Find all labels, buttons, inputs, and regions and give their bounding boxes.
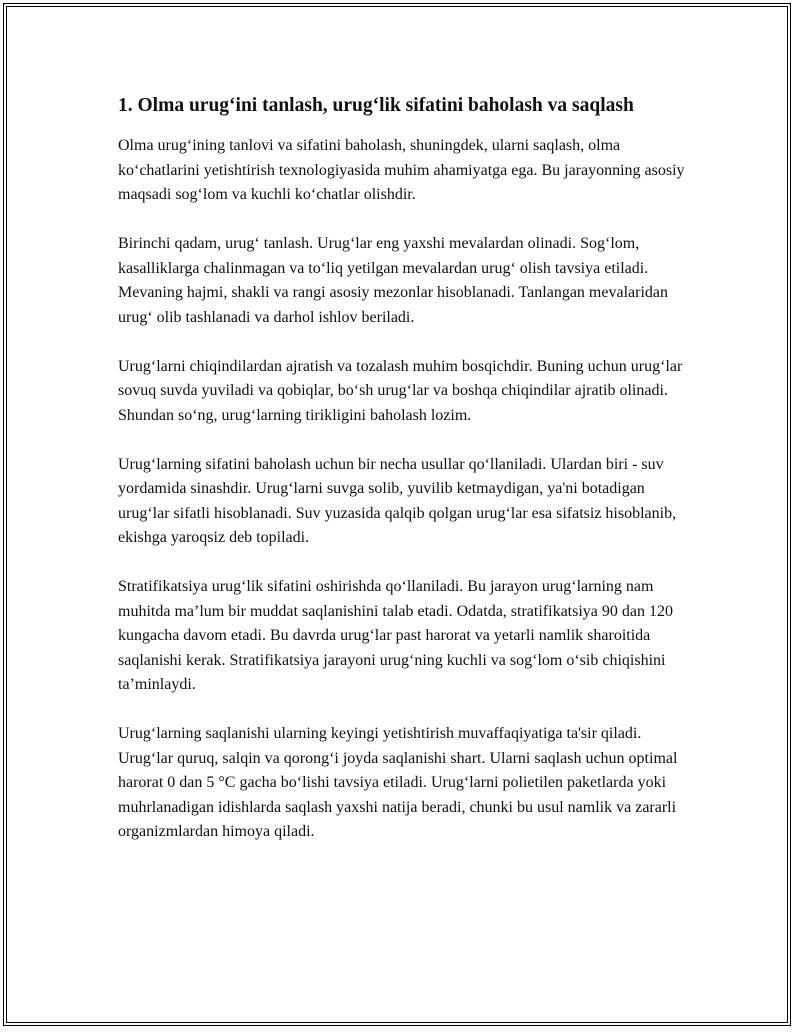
paragraph-stratification: Stratifikatsiya urug‘lik sifatini oshirishda qo‘llaniladi. Bu jarayon urug‘larning nam muhitda ma’lum bir muddat saqlanishini talab etadi. Odatda, stratifikatsiya 90 dan 120 kungacha davom etadi. Bu davrda urug‘lar past harorat va yetarli namlik sharoitida saqlanishi kerak. Stratifikatsiya jarayoni urug‘ning kuchli va sog‘lom o‘sib chiqishini ta’minlaydi. bbox=[118, 578, 673, 693]
paragraph-seed-cleaning: Urug‘larni chiqindilardan ajratish va tozalash muhim bosqichdir. Buning uchun urug‘lar sovuq suvda yuviladi va qobiqlar, bo‘sh urug‘lar va boshqa chiqindilar ajratib olinadi. Shundan so‘ng, urug‘larning tirikligini baholash lozim. bbox=[118, 357, 683, 424]
paragraph-quality-assessment: Urug‘larning sifatini baholash uchun bir necha usullar qo‘llaniladi. Ulardan biri - suv yordamida sinashdir. Urug‘larni suvga solib, yuvilib ketmaydigan, ya'ni botadigan urug‘lar sifatli hisoblanadi. Suv yuzasida qalqib qolgan urug‘lar esa sifatsiz hisoblanib, ekishga yaroqsiz deb topiladi. bbox=[118, 455, 677, 546]
section-heading: 1. Olma urug‘ini tanlash, urug‘lik sifatini baholash va saqlash bbox=[118, 95, 634, 116]
paragraph-intro: Olma urug‘ining tanlovi va sifatini baholash, shuningdek, ularni saqlash, olma ko‘chatlarini yetishtirish texnologiyasida muhim ahamiyatga ega. Bu jarayonning asosiy maqsadi sog‘lom va kuchli ko‘chatlar olishdir. bbox=[118, 137, 685, 203]
document-body bbox=[118, 92, 688, 869]
paragraph-seed-selection: Birinchi qadam, urug‘ tanlash. Urug‘lar eng yaxshi mevalardan olinadi. Sog‘lom, kasalliklarga chalinmagan va to‘liq yetilgan mevalardan urug‘ olish tavsiya etiladi. Mevaning hajmi, shakli va rangi asosiy mezonlar hisoblanadi. Tanlangan mevalaridan urug‘ olib tashlanadi va darhol ishlov beriladi. bbox=[118, 235, 668, 326]
paragraph-seed-storage: Urug‘larning saqlanishi ularning keyingi yetishtirish muvaffaqiyatiga ta'sir qiladi. Urug‘lar quruq, salqin va qorong‘i joyda saqlanishi shart. Ularni saqlash uchun optimal harorat 0 dan 5 °C gacha bo‘lishi tavsiya etiladi. Urug‘larni polietilen paketlarda yoki muhrlanadigan idishlarda saqlash yaxshi natija beradi, chunki bu usul namlik va zararli organizmlardan himoya qiladi. bbox=[118, 725, 678, 840]
